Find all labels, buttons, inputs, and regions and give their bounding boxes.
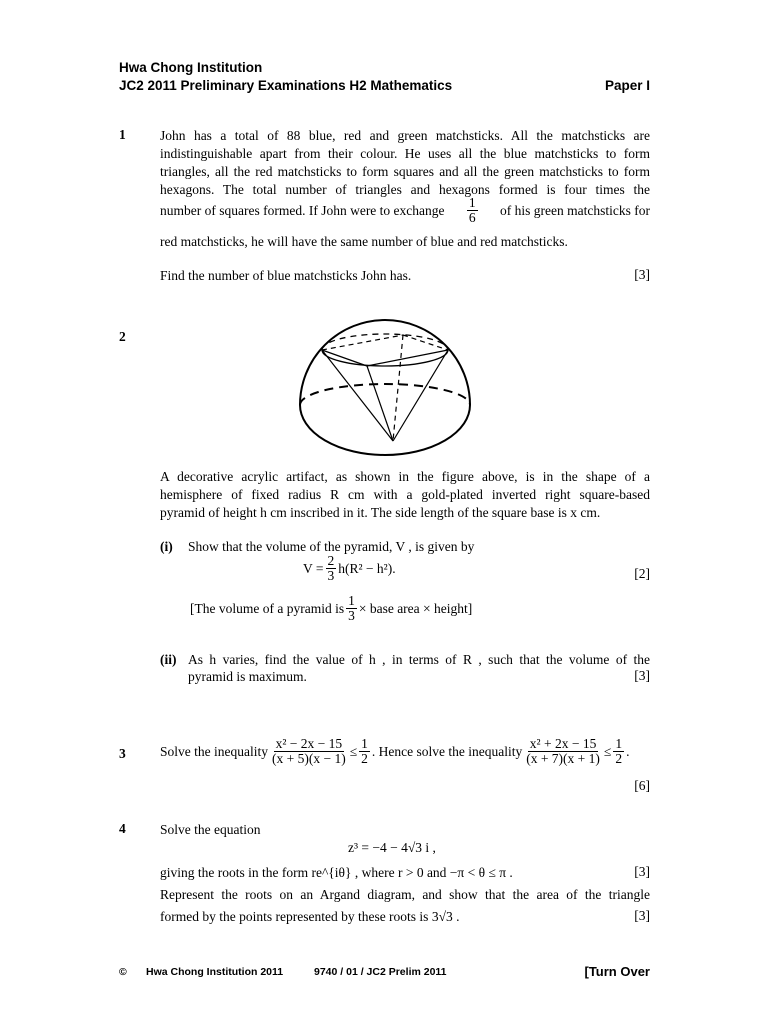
q1-marks: [3] bbox=[634, 267, 650, 282]
fraction-numerator: 1 bbox=[361, 736, 368, 751]
q2-paragraph-line-2: hemisphere of fixed radius R cm with a gold-plated inverted right square-based bbox=[160, 487, 650, 502]
q3-text-middle: . Hence solve the inequality bbox=[371, 743, 523, 759]
fraction-numerator: 1 bbox=[348, 593, 355, 608]
q2-paragraph-line-3: pyramid of height h cm inscribed in it. The side length of the square base is x cm. bbox=[160, 505, 601, 520]
fraction-denominator: 3 bbox=[327, 568, 335, 583]
q3-text-start: Solve the inequality bbox=[160, 743, 268, 759]
footer-copyright-symbol: © bbox=[119, 966, 127, 978]
q4-marks-2: [3] bbox=[634, 908, 650, 923]
q1-line-1: John has a total of 88 blue, red and green matchsticks. All the matchsticks are bbox=[160, 128, 650, 143]
question-2-number: 2 bbox=[119, 329, 126, 344]
question-1-number: 1 bbox=[119, 127, 126, 142]
q4-marks-1: [3] bbox=[634, 864, 650, 879]
footer-code: 9740 / 01 / JC2 Prelim 2011 bbox=[314, 966, 447, 978]
q1-fraction-one-sixth bbox=[467, 196, 478, 225]
q1-line-6: red matchsticks, he will have the same number of blue and red matchsticks. bbox=[160, 234, 568, 249]
hint-start: [The volume of a pyramid is bbox=[190, 600, 345, 616]
q2-part-ii-line-2: pyramid is maximum. bbox=[188, 669, 307, 684]
q3-end-period: . bbox=[626, 743, 630, 759]
fraction-denominator: (x + 7)(x + 1) bbox=[526, 751, 600, 766]
fraction-numerator: x² − 2x − 15 bbox=[275, 736, 343, 751]
q3-inequality-line bbox=[160, 737, 629, 766]
q1-line-4: hexagons. The total number of triangles and hexagons formed is four times the bbox=[160, 182, 650, 197]
q3-le-symbol: ≤ bbox=[349, 743, 358, 759]
fraction-denominator: 2 bbox=[615, 751, 623, 766]
hemisphere-base-back bbox=[300, 384, 470, 405]
hint-fraction bbox=[346, 594, 357, 623]
q2-part-i-label: (i) bbox=[160, 539, 173, 554]
footer-institution: Hwa Chong Institution 2011 bbox=[146, 966, 284, 978]
q3-le-symbol-2: ≤ bbox=[603, 743, 612, 759]
header-institution: Hwa Chong Institution bbox=[119, 60, 263, 75]
q1-line-5-start: number of squares formed. If John were to exchange bbox=[160, 202, 445, 218]
pyramid-top-ellipse-back bbox=[322, 334, 448, 350]
q2-hint bbox=[190, 594, 472, 623]
fraction-numerator: x² + 2x − 15 bbox=[529, 736, 597, 751]
formula-fraction bbox=[326, 554, 337, 583]
q1-question: Find the number of blue matchsticks John has. bbox=[160, 268, 412, 283]
fraction-numerator: 1 bbox=[468, 195, 476, 210]
fraction-numerator: 2 bbox=[327, 553, 335, 568]
q1-line-5 bbox=[160, 196, 650, 225]
formula-rhs: h(R² − h²). bbox=[338, 560, 396, 576]
formula-lhs: V = bbox=[303, 560, 324, 576]
footer-turn-over: [Turn Over bbox=[584, 964, 650, 979]
q3-inequality-1-fraction bbox=[270, 737, 348, 766]
q3-half-fraction-2 bbox=[613, 737, 624, 766]
q2-volume-formula bbox=[303, 554, 396, 583]
fraction-denominator: (x + 5)(x − 1) bbox=[271, 751, 346, 766]
pyramid-top-ellipse-front bbox=[322, 350, 448, 366]
hemisphere-pyramid-figure bbox=[285, 318, 485, 478]
q1-line-3: triangles, all the red matchsticks to form squares and all the green matchsticks to form bbox=[160, 164, 650, 179]
q2-part-i-marks: [2] bbox=[634, 566, 650, 581]
q4-line-3: giving the roots in the form re^{iθ} , where r > 0 and −π < θ ≤ π . bbox=[160, 865, 513, 880]
fraction-denominator: 2 bbox=[361, 751, 368, 766]
header-exam-title: JC2 2011 Preliminary Examinations H2 Mathematics bbox=[119, 78, 453, 93]
q2-paragraph-line-1: A decorative acrylic artifact, as shown in the figure above, is in the shape of a bbox=[160, 469, 650, 484]
q1-line-2: indistinguishable apart from their colour. He uses all the blue matchsticks to form bbox=[160, 146, 650, 161]
fraction-denominator: 6 bbox=[468, 210, 476, 225]
q3-marks: [6] bbox=[634, 778, 650, 793]
q3-inequality-2-fraction bbox=[524, 737, 602, 766]
q2-part-ii-marks: [3] bbox=[634, 668, 650, 683]
question-3-number: 3 bbox=[119, 746, 126, 761]
q2-part-i-text: Show that the volume of the pyramid, V , is given by bbox=[188, 539, 475, 554]
q2-part-ii-line-1: As h varies, find the value of h , in terms of R , such that the volume of the bbox=[188, 652, 650, 667]
question-4-number: 4 bbox=[119, 821, 126, 836]
q3-half-fraction bbox=[359, 737, 370, 766]
fraction-numerator: 1 bbox=[615, 736, 623, 751]
q4-line-5: formed by the points represented by these roots is 3√3 . bbox=[160, 909, 460, 924]
header-paper: Paper I bbox=[604, 78, 650, 93]
q4-line-4: Represent the roots on an Argand diagram, and show that the area of the triangle bbox=[160, 887, 650, 902]
hint-end: × base area × height] bbox=[358, 600, 473, 616]
q2-part-ii-label: (ii) bbox=[160, 652, 177, 667]
q1-line-5-end: of his green matchsticks for bbox=[500, 202, 650, 218]
q4-line-1: Solve the equation bbox=[160, 822, 261, 837]
q4-equation: z³ = −4 − 4√3 i , bbox=[348, 840, 436, 855]
fraction-denominator: 3 bbox=[348, 608, 355, 623]
